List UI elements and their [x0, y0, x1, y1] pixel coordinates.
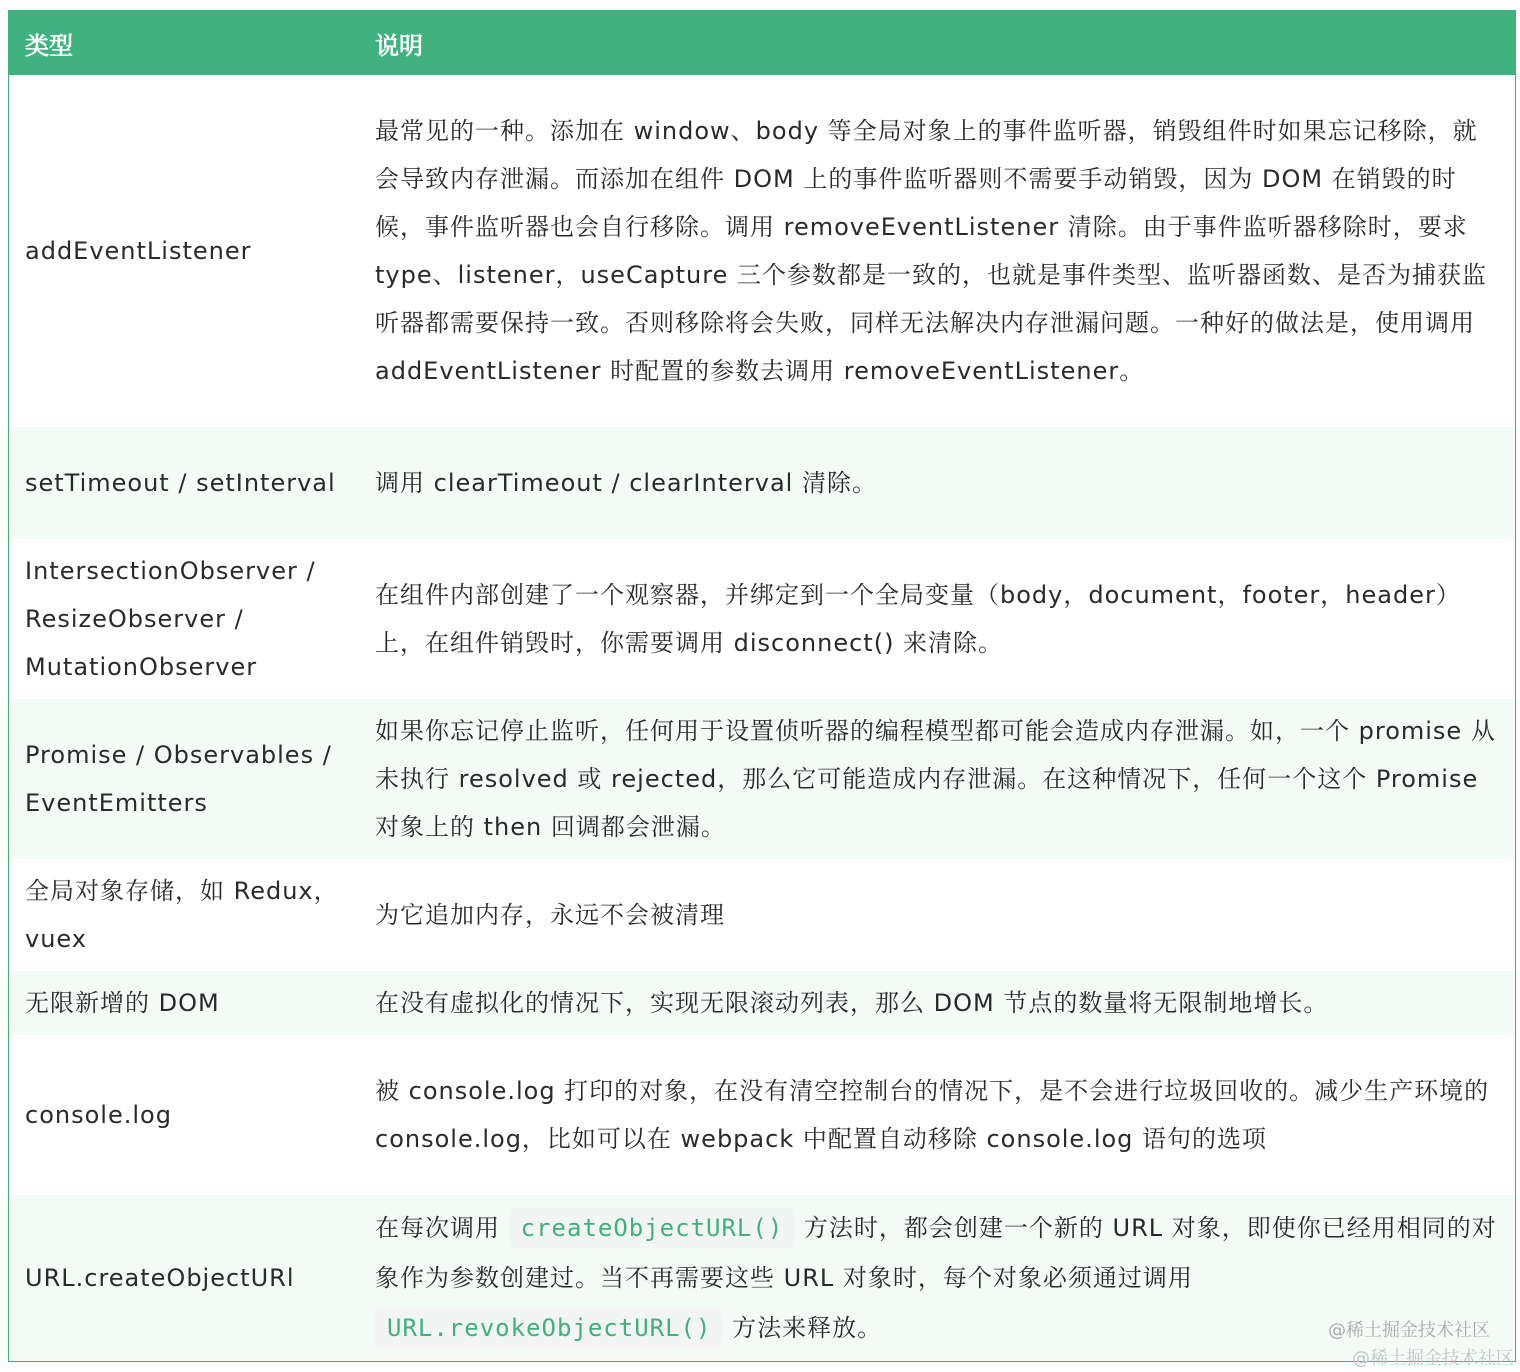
- row-desc: 在组件内部创建了一个观察器，并绑定到一个全局变量（body，document，footer，header）上，在组件销毁时，你需要调用 disconnect() 来清除。: [375, 581, 1461, 657]
- row-desc: 被 console.log 打印的对象，在没有清空控制台的情况下，是不会进行垃圾回收的。减少生产环境的 console.log，比如可以在 webpack 中配置自动移除 console.log 语句的选项: [375, 1077, 1490, 1153]
- table-row: [9, 1195, 1515, 1361]
- table-row: [9, 971, 1515, 1035]
- row-type: IntersectionObserver / ResizeObserver / MutationObserver: [25, 557, 316, 681]
- row-desc-part1: 在每次调用: [375, 1214, 509, 1242]
- row-desc: 如果你忘记停止监听，任何用于设置侦听器的编程模型都可能会造成内存泄漏。如，一个 promise 从未执行 resolved 或 rejected，那么它可能造成内存泄漏。在这种情况下，任何一个这个 Promise 对象上的 then 回调都会泄漏。: [375, 717, 1496, 841]
- memory-leak-table: [8, 10, 1516, 1362]
- row-desc: 调用 clearTimeout / clearInterval 清除。: [375, 469, 877, 497]
- row-desc: 为它追加内存，永远不会被清理: [375, 901, 725, 929]
- inline-code-createobjecturl: createObjectURL(): [509, 1208, 796, 1248]
- table-row: [9, 1035, 1515, 1195]
- table-header: [9, 11, 1515, 75]
- row-type: console.log: [25, 1101, 172, 1129]
- table-row: [9, 75, 1515, 427]
- watermark: @稀土掘金技术社区: [1328, 1320, 1490, 1341]
- row-desc: 在没有虚拟化的情况下，实现无限滚动列表，那么 DOM 节点的数量将无限制地增长。: [375, 989, 1329, 1017]
- table-row: [9, 699, 1515, 859]
- row-type: URL.createObjectURl: [25, 1264, 295, 1292]
- row-type: Promise / Observables / EventEmitters: [25, 741, 332, 817]
- row-type: addEventListener: [25, 237, 252, 265]
- table-row: [9, 859, 1515, 971]
- row-desc: 最常见的一种。添加在 window、body 等全局对象上的事件监听器，销毁组件时如果忘记移除，就会导致内存泄漏。而添加在组件 DOM 上的事件监听器则不需要手动销毁，因为 DOM 在销毁的时候，事件监听器也会自行移除。调用 removeEventListener 清除。由于事件监听器移除时，要求 type、listener，useCapture 三个参数都是一致的，也就是事件类型、监听器函数、是否为捕获监听器都需要保持一致。否则移除将会失败，同样无法解决内存泄漏问题。一种好的做法是，使用调用 addEventListener 时配置的参数去调用 removeEventListener。: [375, 117, 1488, 385]
- row-type: 全局对象存储，如 Redux，vuex: [25, 877, 339, 953]
- table-row: [9, 427, 1515, 539]
- table-row: [9, 539, 1515, 699]
- row-type: 无限新增的 DOM: [25, 989, 220, 1017]
- watermark: @稀土掘金技术社区: [1352, 1348, 1514, 1369]
- header-desc: 说明: [375, 31, 423, 60]
- row-type: setTimeout / setInterval: [25, 469, 336, 497]
- row-desc-part2: 方法时，都会创建一个新的 URL 对象，即使你已经用相同的对象作为参数创建过。当不再需要这些 URL 对象时，每个对象必须通过调用: [375, 1214, 1497, 1292]
- row-desc-part3: 方法来释放。: [723, 1314, 883, 1342]
- inline-code-revokeobjecturl: URL.revokeObjectURL(): [375, 1308, 723, 1348]
- header-type: 类型: [25, 31, 73, 60]
